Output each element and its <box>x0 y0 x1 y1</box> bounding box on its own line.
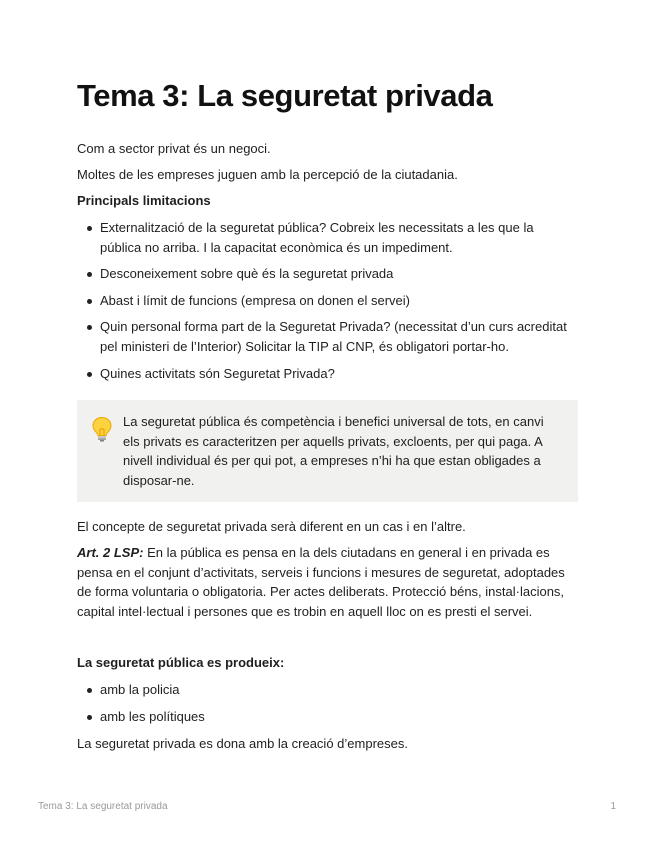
concept-paragraph: El concepte de seguretat privada serà diferent en un cas i en l’altre. <box>77 519 466 534</box>
bullet-icon <box>87 272 92 277</box>
footer-title: Tema 3: La seguretat privada <box>38 801 168 812</box>
limitations-heading: Principals limitacions <box>77 193 211 208</box>
lightbulb-icon <box>91 416 113 442</box>
list-item-text: amb la policia <box>100 682 180 697</box>
intro-paragraph-1: Com a sector privat és un negoci. <box>77 141 271 156</box>
bullet-icon <box>87 688 92 693</box>
list-item-text: Desconeixement sobre què és la seguretat privada <box>100 266 394 281</box>
bullet-icon <box>87 299 92 304</box>
list-item <box>77 218 579 257</box>
bullet-icon <box>87 372 92 377</box>
page-number: 1 <box>610 801 616 812</box>
callout-text: La seguretat pública és competència i benefici universal de tots, en canvi els privats es caracteritzen per aquells privats, excloents, per qui paga. A nivell individual és per qui pot, a empreses n’hi ha que estan obligades a disposar-ne. <box>123 414 544 488</box>
list-item-text: Externalització de la seguretat pública? Cobreix les necessitats a les que la pública no arriba. I la capacitat econòmica és un impediment. <box>100 220 534 255</box>
public-heading: La seguretat pública es produeix: <box>77 655 285 670</box>
list-item <box>77 317 579 356</box>
article-label: Art. 2 LSP: <box>77 545 144 560</box>
list-item-text: amb les polítiques <box>100 709 205 724</box>
closing-paragraph: La seguretat privada es dona amb la creació d’empreses. <box>77 736 408 751</box>
bullet-icon <box>87 715 92 720</box>
page-title: Tema 3: La seguretat privada <box>77 78 493 113</box>
list-item-text: Quin personal forma part de la Seguretat Privada? (necessitat d’un curs acreditat pel ministeri de l’Interior) Solicitar la TIP al CNP, és obligatori portar-ho. <box>100 319 567 354</box>
article-paragraph <box>77 543 579 621</box>
bullet-icon <box>87 325 92 330</box>
callout-box <box>77 400 578 502</box>
list-item <box>77 707 579 727</box>
bullet-icon <box>87 226 92 231</box>
list-item-text: Abast i límit de funcions (empresa on donen el servei) <box>100 293 410 308</box>
list-item <box>77 291 579 311</box>
list-item <box>77 264 579 284</box>
list-item-text: Quines activitats són Seguretat Privada? <box>100 366 335 381</box>
intro-paragraph-2: Moltes de les empreses juguen amb la percepció de la ciutadania. <box>77 167 458 182</box>
article-text: En la pública es pensa en la dels ciutadans en general i en privada es pensa en el conjunt d’activitats, serveis i funcions i mesures de seguretat, adoptades de forma voluntaria o obligatoria. Per actes deliberats. Protecció béns, instal·lacions, capital intel·lectual i persones que es trobin en aquell lloc on es presti el servei. <box>77 545 565 619</box>
list-item <box>77 364 579 384</box>
list-item <box>77 680 579 700</box>
